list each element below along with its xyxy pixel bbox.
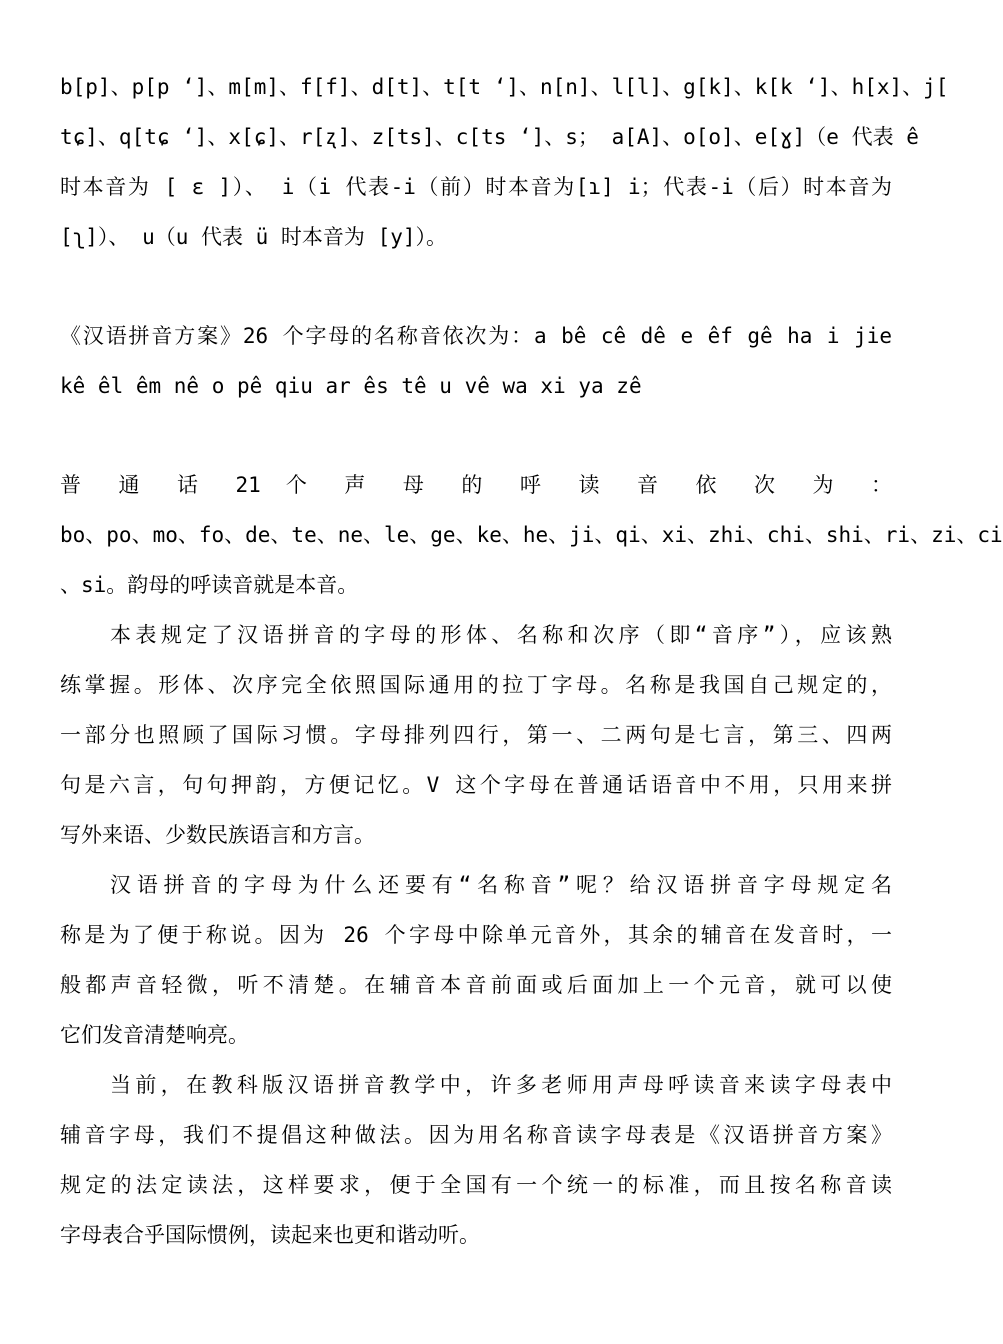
paragraph-1-line-2: 练掌握。形体、次序完全依照国际通用的拉丁字母。名称是我国自己规定的， [60, 673, 892, 697]
pinyin-phoneme-line-2: tɕ]、q[tɕ ‘]、x[ɕ]、r[ʐ]、z[ts]、c[ts ‘]、s； a[A]、o[o]、e[ɣ]（e 代表 ê [60, 125, 919, 149]
initials-reading-list: bo、po、mo、fo、de、te、ne、le、ge、ke、he、ji、qi、xi、zhi、chi、shi、ri、zi、ci [60, 523, 1003, 547]
paragraph-2-line-2: 称是为了便于称说。因为 26 个字母中除单元音外，其余的辅音在发音时，一 [60, 923, 892, 947]
pinyin-phoneme-line-1: b[p]、p[p ‘]、m[m]、f[f]、d[t]、t[t ‘]、n[n]、l[l]、g[k]、k[k ‘]、h[x]、j[ [60, 75, 949, 99]
initials-reading-tail: 、si。韵母的呼读音就是本音。 [60, 573, 359, 597]
paragraph-3-line-4: 字母表合乎国际惯例，读起来也更和谐动听。 [60, 1223, 480, 1247]
paragraph-2-line-4: 它们发音清楚响亮。 [60, 1023, 249, 1047]
pinyin-phoneme-line-3: 时本音为 [ ɛ ]）、 i（i 代表-i（前）时本音为[ɿ] i；代表-i（后）时本音为 [60, 175, 892, 199]
paragraph-3-line-1: 当前，在教科版汉语拼音教学中，许多老师用声母呼读音来读字母表中 [110, 1073, 892, 1097]
pinyin-phoneme-line-4: [ʅ]）、 u（u 代表 ü 时本音为 [y]）。 [60, 225, 448, 249]
initials-reading-heading: 普 通 话 21 个 声 母 的 呼 读 音 依 次 为 ： [60, 473, 892, 497]
letter-names-line-1: 《汉语拼音方案》26 个字母的名称音依次为：a bê cê dê e êf gê ha i jie [60, 324, 892, 348]
paragraph-3-line-2: 辅音字母，我们不提倡这种做法。因为用名称音读字母表是《汉语拼音方案》 [60, 1123, 892, 1147]
paragraph-1-line-3: 一部分也照顾了国际习惯。字母排列四行，第一、二两句是七言，第三、四两 [60, 723, 892, 747]
paragraph-1-line-1: 本表规定了汉语拼音的字母的形体、名称和次序（即“音序”），应该熟 [110, 623, 892, 647]
letter-names-line-2: kê êl êm nê o pê qiu ar ês tê u vê wa xi ya zê [60, 374, 642, 398]
paragraph-3-line-3: 规定的法定读法，这样要求，便于全国有一个统一的标准，而且按名称音读 [60, 1173, 892, 1197]
paragraph-1-line-5: 写外来语、少数民族语言和方言。 [60, 823, 375, 847]
paragraph-2-line-3: 般都声音轻微，听不清楚。在辅音本音前面或后面加上一个元音，就可以使 [60, 973, 892, 997]
paragraph-2-line-1: 汉语拼音的字母为什么还要有“名称音”呢？给汉语拼音字母规定名 [110, 873, 892, 897]
paragraph-1-line-4: 句是六言，句句押韵，方便记忆。V 这个字母在普通话语音中不用，只用来拼 [60, 773, 892, 797]
